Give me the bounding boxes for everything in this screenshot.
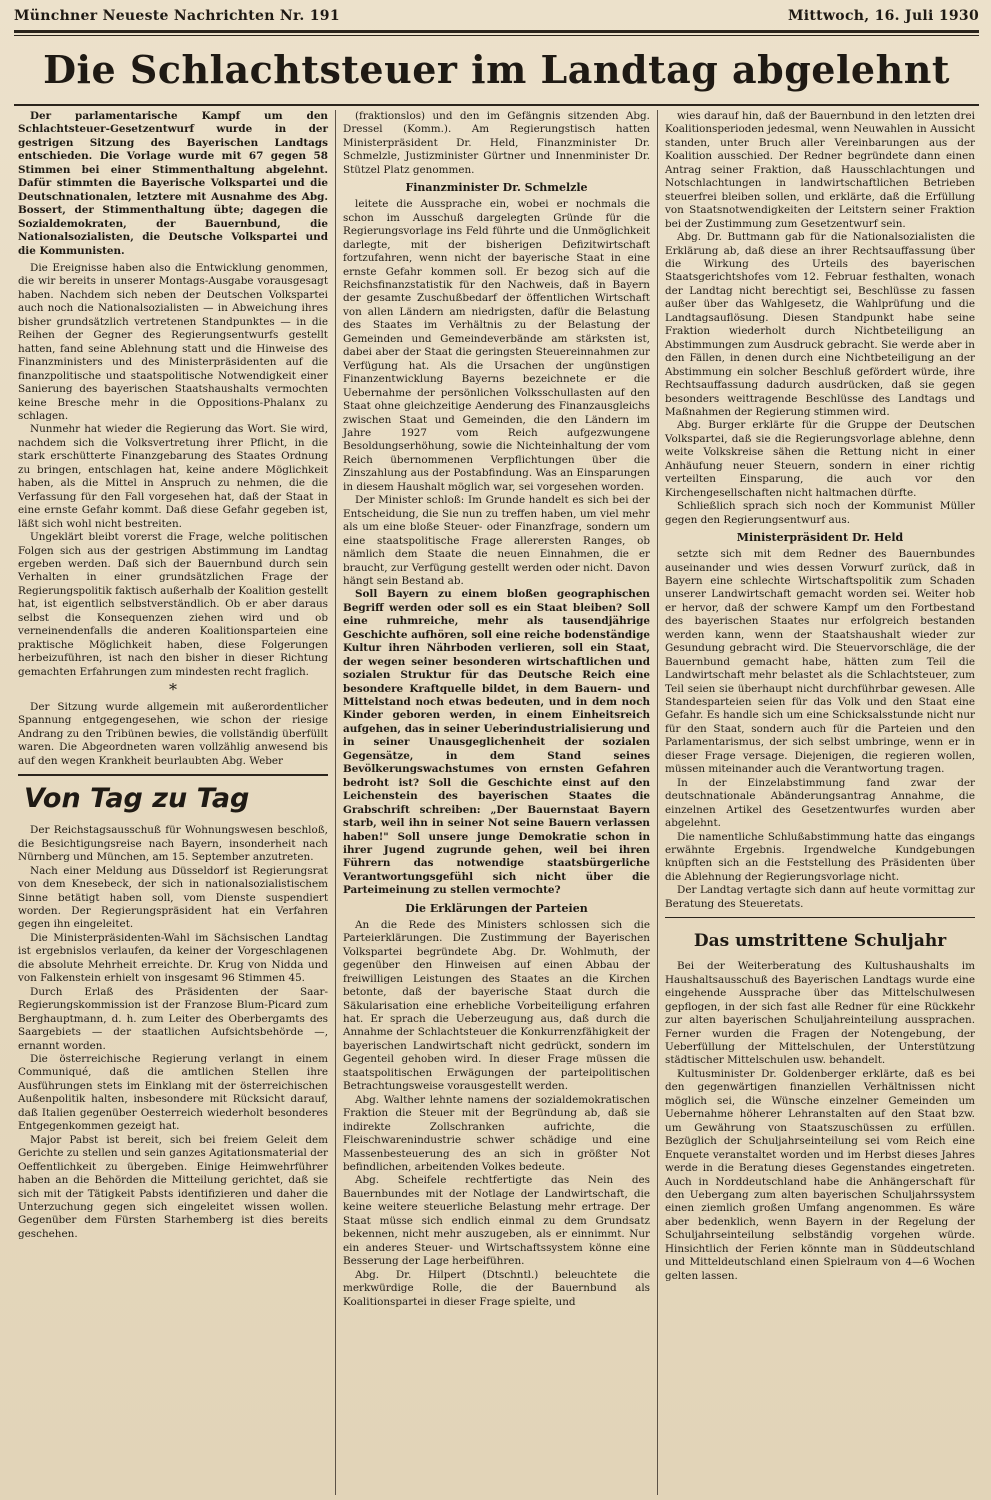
section-title-schuljahr: Das umstrittene Schuljahr [693, 931, 947, 952]
paragraph: Nunmehr hat wieder die Regierung das Wort. Sie wird, nachdem sich die Volksvertretung ihrer Pflicht, in die stark erschütterte Finanzgebarung des Staates Ordnung zu bringen, entschlagen hat, keine andere Möglichkeit haben, als die Mittel in Anspruch zu nehmen, die die Verfassung für den Fall vorgesehen hat, daß der Staat in eine ernste Gefahr kommt. Daß diese Gefahr gegeben ist, läßt sich wohl nicht bestreiten. [18, 423, 328, 530]
masthead [14, 8, 979, 28]
column-1 [14, 110, 336, 1495]
news-item: Nach einer Meldung aus Düsseldorf ist Regierungsrat von dem Knesebeck, der sich in nationalsozialistischem Sinne betätigt haben soll, vom Dienste suspendiert worden. Der Regierungspräsident hat ein Verfahren gegen ihn eingeleitet. [18, 864, 328, 931]
news-item: Der Reichstagsausschuß für Wohnungswesen beschloß, die Besichtigungsreise nach Bayern, insonderheit nach Nürnberg und München, am 15. September anzutreten. [18, 824, 328, 864]
paragraph: Bei der Weiterberatung des Kultushaushalts im Haushaltsausschuß des Bayerischen Landtags wurde eine eingehende Aussprache über das Mittelschulwesen gepflogen, in der sich fast alle Redner für eine Rückkehr zur alten bayerischen Schuljahreinteilung aussprachen. Ferner wurden die Fragen der Notengebung, der Ueberfüllung der Mittelschulen, der Unterstützung städtischer Mittelschulen usw. behandelt. [665, 960, 975, 1067]
masthead-date: Mittwoch, 16. Juli 1930 [788, 8, 979, 24]
paragraph: setzte sich mit dem Redner des Bauernbundes auseinander und wies dessen Vorwurf zurück, daß in Bayern eine schlechte Wirtschaftspolitik zum Schaden unserer Landwirtschaft gemacht worden sei. Weiter hob er hervor, daß der schwere Kampf um den Fortbestand des bayerischen Staates nur erfolgreich bestanden werden kann, wenn der Staatshaushalt wieder zur Gesundung gebracht wird. Die Steuervorschläge, die der Bauernbund gemacht habe, hätten zum Teil die Landwirtschaft mehr belastet als die Schlachtsteuer, zum Teil seien sie überhaupt nicht durchführbar gewesen. Alle Standesparteien seien für das Volk und den Staat eine Gefahr. Es handle sich um eine Schicksalsstunde nicht nur für den Staat, sondern auch für die Parteien und den Parlamentarismus, der sich selbst umbringe, wenn er in dieser Frage versage. Diejenigen, die regieren wollen, müssen miteinander auch die Verantwortung tragen. [665, 548, 975, 776]
paragraph: An die Rede des Ministers schlossen sich die Parteierklärungen. Die Zustimmung der Bayerischen Volkspartei begründete Abg. Dr. Wohlmuth, der gegenüber den Hinweisen auf einen Abbau der freiwilligen Leistungen des Staates an die Kirchen betonte, daß der bayerische Staat durch die Säkularisation eine erhebliche Vorbeiteiligung erfahren hat. Er sprach die Ueberzeugung aus, daß durch die Annahme der Schlachtsteuer die Konkurrenzfähigkeit der bayerischen Landwirtschaft nicht gedrückt, sondern im Gegenteil gehoben wird. In dieser Frage müssen die staatspolitischen Erwägungen der parteipolitischen Betrachtungsweise vorausgestellt werden. [343, 918, 650, 1093]
column-3 [658, 110, 979, 1495]
paragraph: Der Landtag vertagte sich dann auf heute vormittag zur Beratung des Steueretats. [665, 884, 975, 910]
paragraph: Schließlich sprach sich noch der Kommunist Müller gegen den Regierungsentwurf aus. [665, 500, 975, 526]
paragraph: Abg. Walther lehnte namens der sozialdemokratischen Fraktion die Steuer mit der Begründung ab, daß sie indirekte Zollschranken aufrichte, die Fleischwarenindustrie schwer schädige und eine Massenbesteuerung des an sich in größter Not befindlichen, arbeitenden Volkes bedeute. [343, 1093, 650, 1173]
masthead-paper-issue: Münchner Neueste Nachrichten Nr. 191 [14, 8, 340, 24]
paragraph-emphasis: Soll Bayern zu einem bloßen geographischen Begriff werden oder soll es ein Staat bleiben? Soll eine ruhmreiche, mehr als tausendjährige Geschichte aufhören, soll eine reiche bodenständige Kultur ihren Nährboden verlieren, soll ein Staat, der wegen seiner besonderen wirtschaftlichen und sozialen Struktur für das Deutsche Reich eine besondere Kraftquelle bildet, in dem Bauern- und Mittelstand noch etwas bedeuten, und in dem noch Kinder geboren werden, in einem Einheitsreich aufgehen, das in seiner Ueberindustrialisierung und in seiner Unausgeglichenheit der sozialen Gegensätze, in dem Stand seines Bevölkerungswachstumes von ernsten Gefahren bedroht ist? Soll die Geschichte einst auf den Leichenstein des bayerischen Staates die Grabschrift schreiben: „Der Bauernstaat Bayern starb, weil ihn in seiner Not seine Bauern verlassen haben!" Soll unsere junge Demokratie schon in ihrer Jugend zugrunde gehen, weil bei ihren Führern das notwendige staatsbürgerliche Verantwortungsgefühl sich nicht über die Parteimeinung zu stellen vermochte? [343, 588, 650, 897]
paragraph: Der Minister schloß: Im Grunde handelt es sich bei der Entscheidung, die Sie nun zu treffen haben, um viel mehr als um eine bloße Steuer- oder Finanzfrage, sondern um eine staatspolitische Frage allerersten Ranges, ob nämlich dem Staate die neuen Einnahmen, die er braucht, zur Verfügung gestellt werden oder nicht. Davon hängt sein Bestand ab. [343, 494, 650, 587]
news-item: Die Ministerpräsidenten-Wahl im Sächsischen Landtag ist ergebnislos verlaufen, da keiner der Vorgeschlagenen die absolute Mehrheit erreichte. Dr. Krug von Nidda und von Falkenstein erhielt von insgesamt 96 Stimmen 45. [18, 931, 328, 985]
page-headline: Die Schlachtsteuer im Landtag abgelehnt [43, 47, 950, 92]
paragraph: In der Einzelabstimmung fand zwar der deutschnationale Abänderungsantrag Annahme, die einzelnen Artikel des Gesetzentwurfes wurden aber abgelehnt. [665, 776, 975, 830]
column-2 [336, 110, 658, 1495]
paragraph: Der Sitzung wurde allgemein mit außerordentlicher Spannung entgegengesehen, wie schon der riesige Andrang zu den Tribünen bewies, die vollständig überfüllt waren. Die Abgeordneten waren vollzählig anwesend bis auf den wegen Krankheit beurlaubten Abg. Weber [18, 701, 328, 767]
subheading-finanzminister: Finanzminister Dr. Schmelzle [405, 181, 588, 195]
article-columns [14, 110, 979, 1495]
news-item: Durch Erlaß des Präsidenten der Saar-Regierungskommission ist der Franzose Blum-Picard zum Berghauptmann, d. h. zum Leiter des Oberbergamts des Saargebiets — der staatlichen Aufsichtsbehörde —, ernannt worden. [18, 985, 328, 1052]
paragraph: Ungeklärt bleibt vorerst die Frage, welche politischen Folgen sich aus der gestrigen Abstimmung im Landtag ergeben werden. Daß sich der Bauernbund durch sein Verhalten in einer grundsätzlichen Frage der Regierungspolitik faktisch außerhalb der Koalition gestellt hat, ist eigentlich selbstverständlich. Ob er aber daraus selbst die Konsequenzen ziehen wird und ob verneinendenfalls die anderen Koalitionsparteien eine praktische Möglichkeit haben, diese Folgerungen herbeizuführen, ist nach den bisher in dieser Richtung gemachten Erfahrungen zum mindesten recht fraglich. [18, 531, 328, 678]
section-title-von-tag-zu-tag: Von Tag zu Tag [24, 783, 250, 815]
masthead-rule [14, 30, 979, 33]
paragraph: Kultusminister Dr. Goldenberger erklärte, daß es bei den gegenwärtigen finanziellen Verhältnissen nicht möglich sei, die Wünsche einzelner Gemeinden um Uebernahme höherer Lehranstalten auf den Staat bzw. um Gewährung von Staatszuschüssen zu erfüllen. Bezüglich der Schuljahrseinteilung sei vom Reich eine Enquete veranstaltet worden und im Herbst dieses Jahres werde in die Beratung dieses Gegenstandes eingetreten. Auch in Norddeutschland habe die Anhängerschaft für den Uebergang zum alten bayerischen Schuljahrssystem einen ziemlich großen Umfang angenommen. Es wäre aber bedenklich, wenn Bayern in der Regelung der Schuljahrseinteilung selbständig vorgehen würde. Hinsichtlich der Ferien könnte man in Süddeutschland und Mitteldeutschland einen Spielraum von 4—6 Wochen gelten lassen. [665, 1067, 975, 1282]
paragraph: leitete die Aussprache ein, wobei er nochmals die schon im Ausschuß dargelegten Gründe für die Regierungsvorlage ins Feld führte und die Unmöglichkeit darlegte, mit der bisherigen Defizitwirtschaft fortzufahren, wenn nicht der bayerische Staat in eine ernste Gefahr kommen soll. Er bezog sich auf die Reichsfinanzstatistik für den Nachweis, daß in Bayern der gesamte Zuschußbedarf der öffentlichen Wirtschaft von allen Ländern am niedrigsten, dafür die Belastung des Staates im Verhältnis zu der Belastung der Gemeinden und Gemeindeverbände am stärksten ist, dabei aber der Staat die geringsten Steuereinnahmen zur Verfügung hat. Als die Ursachen der ungünstigen Finanzentwicklung Bayerns bezeichnete er die Uebernahme der persönlichen Volksschullasten auf den Staat ohne gleichzeitige Aenderung des Finanzausgleichs zwischen Staat und Gemeinden, die den Ländern im Jahre 1927 vom Reich aufgezwungene Besoldungserhöhung, sowie die Nichteinhaltung der vom Reich übernommenen Verpflichtungen über die Zinszahlung aus der Postabfindung. Was an Einsparungen in diesem Haushalt möglich war, sei vorgesehen worden. [343, 198, 650, 493]
news-item: Die österreichische Regierung verlangt in einem Communiqué, daß die amtlichen Stellen ihre Ausführungen stets im Einklang mit der österreichischen Außenpolitik halten, insbesondere mit Rücksicht darauf, daß Italien gegenüber Oesterreich wiederholt besonderes Entgegenkommen gezeigt hat. [18, 1053, 328, 1133]
headline-rule [14, 104, 979, 106]
paragraph: Abg. Burger erklärte für die Gruppe der Deutschen Volkspartei, daß sie die Regierungsvorlage ablehne, denn weite Volkskreise sähen die Rettung nicht in einer Anhäufung neuer Steuern, sondern in einer richtig verteilten Einsparung, die auch vor den Kirchengesellschaften nicht haltmachen dürfte. [665, 419, 975, 499]
subheading-ministerpraesident: Ministerpräsident Dr. Held [736, 531, 904, 545]
lead-paragraph: Der parlamentarische Kampf um den Schlachtsteuer-Gesetzentwurf wurde in der gestrigen Sitzung des Bayerischen Landtags entschieden. Die Vorlage wurde mit 67 gegen 58 Stimmen bei einer Stimmenthaltung abgelehnt. Dafür stimmten die Bayerische Volkspartei und die Deutschnationalen, letztere mit Ausnahme des Abg. Bossert, der Stimmenthaltung übte; dagegen die Sozialdemokraten, der Bauernbund, die Nationalsozialisten, die Deutsche Volkspartei und die Kommunisten. [18, 110, 328, 257]
paragraph: Die Ereignisse haben also die Entwicklung genommen, die wir bereits in unserer Montags-Ausgabe vorausgesagt haben. Nachdem sich neben der Deutschen Volkspartei auch noch die Nationalsozialisten — in Abweichung ihres bisher grundsätzlich vertretenen Standpunktes — in die Reihen der Gegner des Regierungsentwurfs gestellt hatten, fand seine Ablehnung statt und die Hinweise des Finanzministers und des Ministerpräsidenten auf die finanzpolitische und staatspolitische Notwendigkeit einer Sanierung des bayerischen Staatshaushalts vermochten keine Bresche mehr in die Oppositions-Phalanx zu schlagen. [18, 261, 328, 422]
paragraph: Abg. Dr. Hilpert (Dtschntl.) beleuchtete die merkwürdige Rolle, die der Bauernbund als Koalitionspartei in dieser Frage spielte, und [343, 1268, 650, 1308]
paragraph: Die namentliche Schlußabstimmung hatte das eingangs erwähnte Ergebnis. Irgendwelche Kundgebungen knüpften sich an die Feststellung des Präsidenten über die Ablehnung der Regierungsvorlage nicht. [665, 830, 975, 883]
paragraph: wies darauf hin, daß der Bauernbund in den letzten drei Koalitionsperioden jedesmal, wenn Neuwahlen in Aussicht standen, unter Bruch aller Vereinbarungen aus der Koalition ausschied. Der Redner begründete dann einen Antrag seiner Fraktion, daß Hausschlachtungen und Notschlachtungen in landwirtschaftlichen Betrieben steuerfrei bleiben sollen, und erklärte, daß die Erfüllung von Staatsnotwendigkeiten der Leitstern seiner Fraktion bei der Zustimmung zum Gesetzentwurf sein. [665, 110, 975, 230]
masthead-rule-thin [14, 35, 979, 36]
section-rule [18, 774, 328, 776]
section-separator-star: * [169, 680, 177, 700]
news-item: Major Pabst ist bereit, sich bei freiem Geleit dem Gerichte zu stellen und sein ganzes Agitationsmaterial der Oeffentlichkeit zu übergeben. Einige Heimwehrführer haben an die Behörden die Mitteilung gerichtet, daß sie sich mit der Tätigkeit Pabsts identifizieren und daher die Unterzuchung gegen sich eingeleitet wissen wollen. Gegenüber dem Fürsten Starhemberg ist dies bereits geschehen. [18, 1133, 328, 1240]
section-rule [665, 917, 975, 918]
paragraph: (fraktionslos) und den im Gefängnis sitzenden Abg. Dressel (Komm.). Am Regierungstisch hatten Ministerpräsident Dr. Held, Finanzminister Dr. Schmelzle, Justizminister Gürtner und Innenminister Dr. Stützel Platz genommen. [343, 110, 650, 176]
subheading-parteien: Die Erklärungen der Parteien [405, 901, 588, 915]
paragraph: Abg. Dr. Buttmann gab für die Nationalsozialisten die Erklärung ab, daß diese an ihrer Rechtsauffassung über die Wirkung des Urteils des bayerischen Staatsgerichtshofes vom 12. Februar festhalten, wonach der Landtag nicht berechtigt sei, Beschlüsse zu fassen außer über das Wahlgesetz, die Wahlprüfung und die Landtagsauflösung. Diesen Standpunkt habe seine Fraktion wiederholt durch Nichtbeteiligung an Abstimmungen zum Ausdruck gebracht. Sie werde aber in den Fällen, in denen durch eine Nichtbeteiligung an der Abstimmung ein solcher Beschluß gefördert würde, ihre Rechtsauffassung dadurch ausdrücken, daß sie gegen besonders weittragende Beschlüsse des Landtags und Maßnahmen der Regierung stimmen wird. [665, 231, 975, 418]
paragraph: Abg. Scheifele rechtfertigte das Nein des Bauernbundes mit der Notlage der Landwirtschaft, die keine weitere steuerliche Belastung mehr ertrage. Der Staat müsse sich endlich einmal zu dem Grundsatz bekennen, nicht mehr auszugeben, als er einnimmt. Nur ein anderes Steuer- und Wirtschaftssystem könne eine Besserung der Lage herbeiführen. [343, 1174, 650, 1268]
